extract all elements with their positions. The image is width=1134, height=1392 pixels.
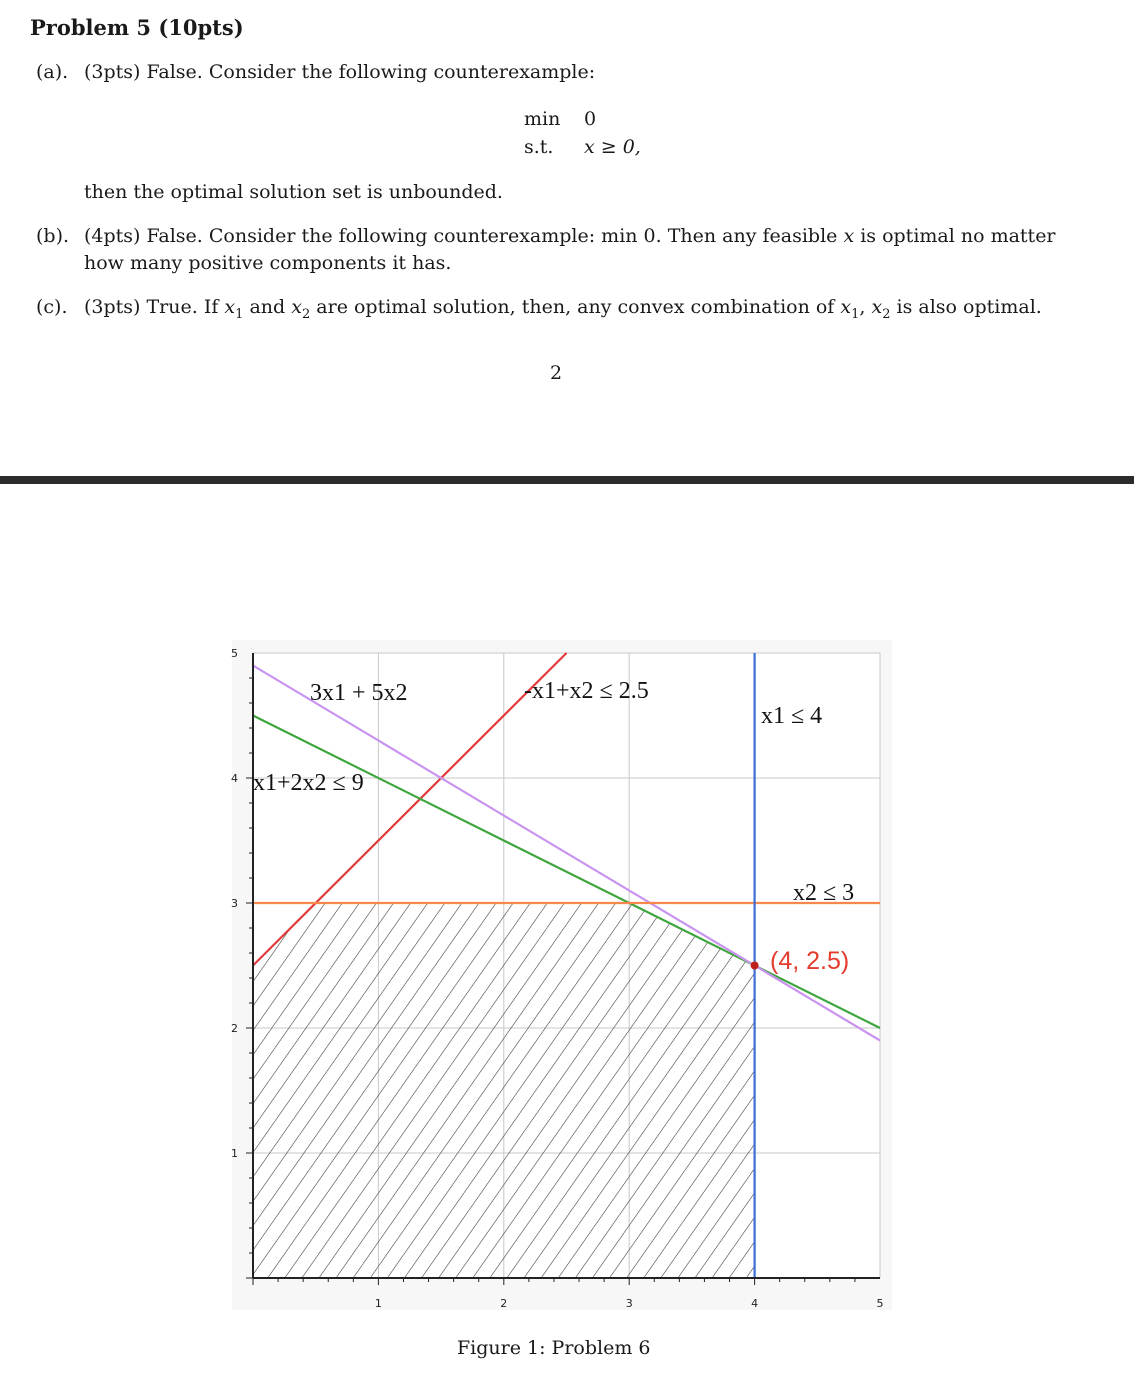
- objective-label: 3x1 + 5x2: [310, 680, 408, 706]
- lp-constraint: x ≥ 0,: [584, 136, 641, 158]
- y-tick-label: 2: [231, 1022, 238, 1035]
- part-c-var-3: x: [840, 296, 852, 318]
- part-c-text-5: is also optimal.: [896, 296, 1042, 318]
- part-c-sub-2: 2: [301, 306, 311, 322]
- lp-min-keyword: min: [524, 108, 561, 130]
- part-b-var: x: [843, 225, 855, 247]
- optimum-dot: [751, 962, 759, 970]
- figure-caption: Figure 1: Problem 6: [457, 1337, 651, 1359]
- feasible-region-hatch: [253, 903, 755, 1278]
- part-c-sub-3: 1: [851, 306, 860, 322]
- orange-constraint-label: x2 ≤ 3: [793, 880, 855, 906]
- part-b-text-end: is optimal no matter: [860, 225, 1056, 247]
- y-tick-label: 5: [231, 647, 238, 660]
- y-tick-label: 4: [231, 772, 238, 785]
- green-constraint-label: x1+2x2 ≤ 9: [253, 770, 364, 796]
- part-a-label: (a).: [36, 61, 69, 83]
- blue-constraint-label: x1 ≤ 4: [761, 703, 823, 729]
- optimum-label: (4, 2.5): [770, 947, 850, 975]
- lp-st-keyword: s.t.: [524, 136, 554, 158]
- y-tick-label: 1: [231, 1147, 238, 1160]
- part-c-comma: ,: [859, 296, 866, 318]
- x-tick-label: 5: [876, 1297, 884, 1310]
- part-c-var-1: x: [224, 296, 236, 318]
- part-c-var-2: x: [291, 296, 302, 318]
- part-c-sub-4: 2: [882, 306, 891, 322]
- part-c-sub-1: 1: [235, 306, 244, 322]
- x-tick-label: 2: [500, 1297, 508, 1310]
- part-a-conclusion: then the optimal solution set is unbounded.: [84, 181, 503, 203]
- lp-min-value: 0: [584, 108, 597, 130]
- red-constraint-label: -x1+x2 ≤ 2.5: [524, 678, 649, 704]
- part-a-text: (3pts) False. Consider the following counterexample:: [84, 61, 596, 83]
- problem-title: Problem 5 (10pts): [30, 15, 244, 40]
- x-tick-label: 1: [374, 1297, 382, 1310]
- part-b-label: (b).: [36, 225, 70, 247]
- part-c-var-4: x: [871, 296, 883, 318]
- part-c-label: (c).: [36, 296, 68, 318]
- part-b-text: (4pts) False. Consider the following counterexample: min 0. Then any feasible: [84, 225, 838, 247]
- optimum-point: [751, 962, 759, 970]
- part-b-line2: how many positive components it has.: [84, 252, 452, 274]
- x-tick-label: 4: [751, 1297, 759, 1310]
- part-c-text-3: are optimal solution, then, any convex combination of: [316, 296, 835, 318]
- feasible-region: [253, 903, 755, 1278]
- part-c-text-2: and: [249, 296, 286, 318]
- x-tick-label: 3: [625, 1297, 633, 1310]
- page-number: 2: [550, 362, 563, 384]
- y-tick-label: 3: [231, 897, 238, 910]
- part-c-text-1: (3pts) True. If: [84, 296, 219, 318]
